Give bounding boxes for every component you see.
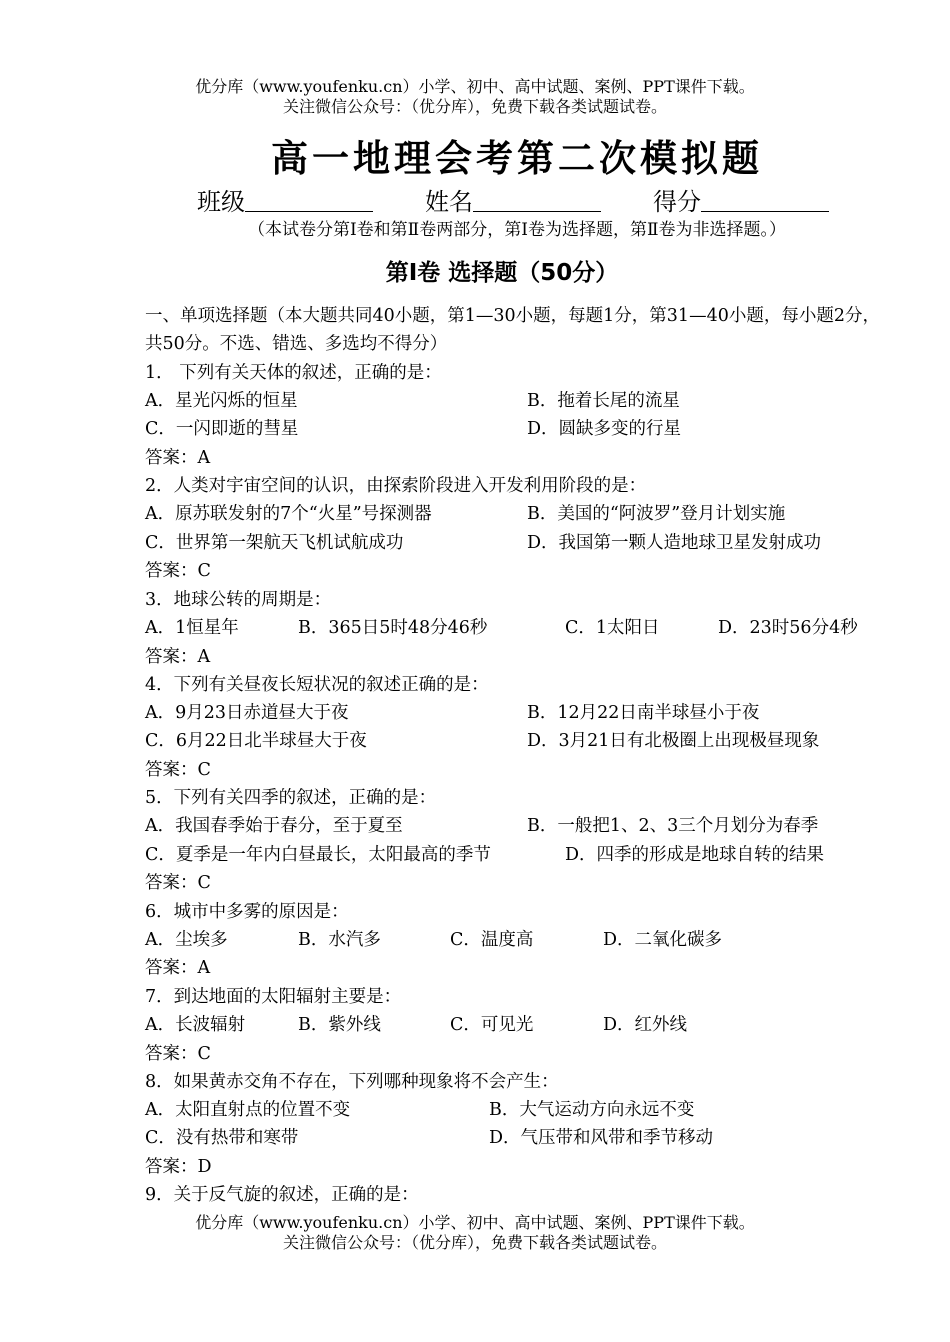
question-4-stem: 4．下列有关昼夜长短状况的叙述正确的是： — [145, 675, 489, 695]
question-8-option-b: B．大气运动方向永远不变 — [489, 1100, 695, 1120]
question-2-answer: 答案：C — [145, 561, 211, 581]
question-6-option-a: A．尘埃多 — [145, 930, 228, 950]
header-line-1: 优分库（www.youfenku.cn）小学、初中、高中试题、案例、PPT课件下载。 — [195, 77, 755, 96]
question-7-option-b: B．紫外线 — [298, 1015, 381, 1035]
header-line-2: 关注微信公众号：（优分库），免费下载各类试题试卷。 — [282, 97, 667, 116]
question-3-option-a: A．1恒星年 — [145, 618, 239, 638]
question-3-option-b: B．365日5时48分46秒 — [298, 618, 488, 638]
student-info-line — [197, 185, 829, 219]
question-1-option-a: A．星光闪烁的恒星 — [145, 391, 298, 411]
question-2-option-a: A．原苏联发射的7个“火星”号探测器 — [145, 504, 432, 524]
class-blank — [245, 185, 373, 212]
question-2-option-b: B．美国的“阿波罗”登月计划实施 — [527, 504, 786, 524]
name-blank — [473, 185, 601, 212]
question-1-option-b: B．拖着长尾的流星 — [527, 391, 680, 411]
name-label: 姓名 — [425, 188, 473, 216]
exam-note: （本试卷分第Ⅰ卷和第Ⅱ卷两部分，第Ⅰ卷为选择题，第Ⅱ卷为非选择题。） — [247, 220, 787, 240]
footer-line-2: 关注微信公众号：（优分库），免费下载各类试题试卷。 — [282, 1233, 667, 1252]
instructions: 一、单项选择题（本大题共同40小题，第1—30小题，每题1分，第31—40小题，每小题2分，共50分。不选、错选、多选均不得分） — [145, 306, 880, 354]
question-5-answer: 答案：C — [145, 873, 211, 893]
class-label: 班级 — [197, 188, 245, 216]
question-8-stem: 8．如果黄赤交角不存在，下列哪种现象将不会产生： — [145, 1072, 559, 1092]
question-6-option-d: D．二氧化碳多 — [603, 930, 723, 950]
question-6-stem: 6．城市中多雾的原因是： — [145, 902, 349, 922]
question-6-option-b: B．水汽多 — [298, 930, 381, 950]
question-3-option-d: D．23时56分4秒 — [718, 618, 858, 638]
question-7-stem: 7．到达地面的太阳辐射主要是： — [145, 987, 402, 1007]
question-7-option-d: D．红外线 — [603, 1015, 688, 1035]
question-3-answer: 答案：A — [145, 647, 211, 667]
section-title: 第Ⅰ卷 选择题（50分） — [385, 260, 619, 286]
question-1-option-c: C．一闪即逝的彗星 — [145, 419, 299, 439]
question-1-answer: 答案：A — [145, 448, 211, 468]
question-7-option-c: C．可见光 — [450, 1015, 534, 1035]
question-4-option-b: B．12月22日南半球昼小于夜 — [527, 703, 760, 723]
question-5-option-b: B．一般把1、2、3三个月划分为春季 — [527, 816, 819, 836]
question-4-answer: 答案：C — [145, 760, 211, 780]
question-7-answer: 答案：C — [145, 1044, 211, 1064]
question-2-stem: 2．人类对宇宙空间的认识，由探索阶段进入开发利用阶段的是： — [145, 476, 647, 496]
question-4-option-d: D．3月21日有北极圈上出现极昼现象 — [527, 731, 820, 751]
question-4-option-c: C．6月22日北半球昼大于夜 — [145, 731, 367, 751]
question-5-option-d: D．四季的形成是地球自转的结果 — [565, 845, 825, 865]
question-1-option-d: D．圆缺多变的行星 — [527, 419, 682, 439]
question-4-option-a: A．9月23日赤道昼大于夜 — [145, 703, 349, 723]
score-blank — [701, 185, 829, 212]
question-7-option-a: A．长波辐射 — [145, 1015, 246, 1035]
question-3-option-c: C．1太阳日 — [565, 618, 660, 638]
question-8-option-a: A．太阳直射点的位置不变 — [145, 1100, 351, 1120]
question-1-stem: 1． 下列有关天体的叙述，正确的是： — [145, 363, 442, 383]
question-5-option-a: A．我国春季始于春分，至于夏至 — [145, 816, 403, 836]
question-8-option-c: C．没有热带和寒带 — [145, 1128, 299, 1148]
question-5-stem: 5．下列有关四季的叙述，正确的是： — [145, 788, 437, 808]
question-6-answer: 答案：A — [145, 958, 211, 978]
question-2-option-d: D．我国第一颗人造地球卫星发射成功 — [527, 533, 822, 553]
page-title: 高一地理会考第二次模拟题 — [271, 136, 763, 180]
question-3-stem: 3．地球公转的周期是： — [145, 590, 332, 610]
question-8-answer: 答案：D — [145, 1157, 212, 1177]
question-5-option-c: C．夏季是一年内白昼最长，太阳最高的季节 — [145, 845, 491, 865]
question-8-option-d: D．气压带和风带和季节移动 — [489, 1128, 714, 1148]
question-2-option-c: C．世界第一架航天飞机试航成功 — [145, 533, 404, 553]
question-9-stem: 9．关于反气旋的叙述，正确的是： — [145, 1185, 419, 1205]
score-label: 得分 — [653, 188, 701, 216]
footer-line-1: 优分库（www.youfenku.cn）小学、初中、高中试题、案例、PPT课件下载。 — [195, 1213, 755, 1232]
question-6-option-c: C．温度高 — [450, 930, 534, 950]
